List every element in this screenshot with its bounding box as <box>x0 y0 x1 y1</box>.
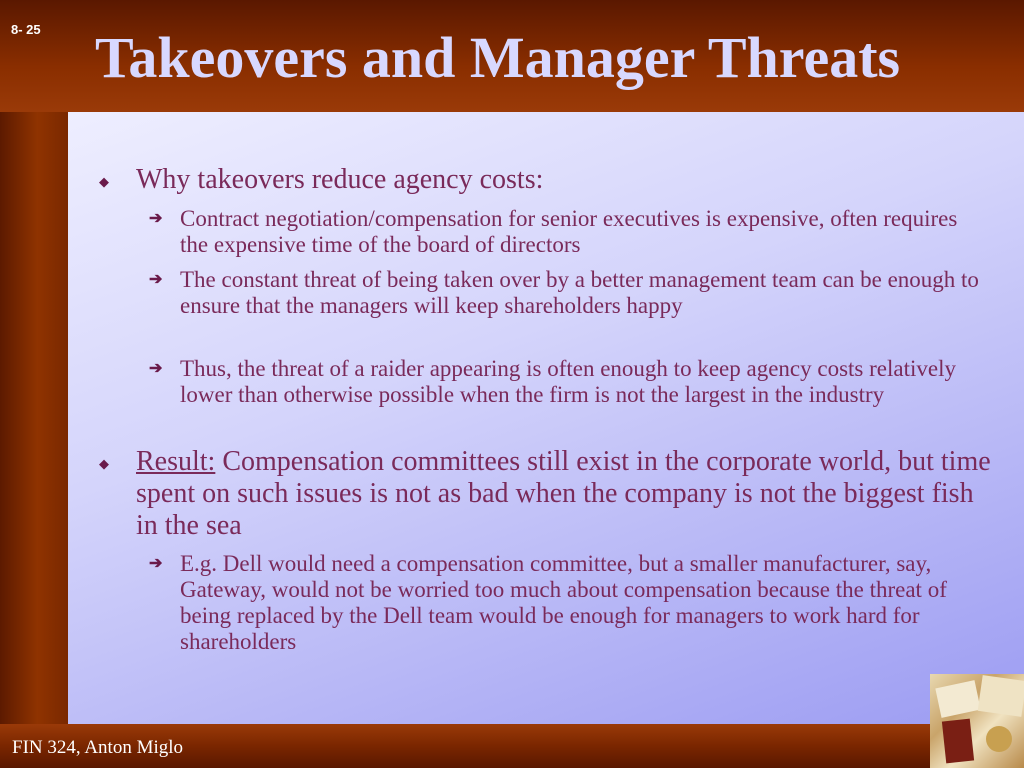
arrow-bullet-icon: ➔ <box>149 271 163 288</box>
arrow-bullet-icon: ➔ <box>149 360 163 377</box>
result-label: Result: <box>136 446 216 477</box>
sub-bullet-item <box>149 206 980 258</box>
documents-photo <box>930 674 1024 768</box>
bullet-text: Compensation committees still exist in the corporate world, but time spent on such issues is not as bad when the company is not the biggest fish in the sea <box>136 446 991 541</box>
bullet-item <box>99 446 996 542</box>
footer-text: FIN 324, Anton Miglo <box>12 737 184 758</box>
left-frame-strip <box>0 0 68 768</box>
content-panel <box>68 112 1024 724</box>
sub-bullet-text: The constant threat of being taken over by a better management team can be enough to ensure that the managers will keep shareholders happy <box>180 267 979 318</box>
bullet-text: Why takeovers reduce agency costs: <box>136 164 544 195</box>
slide-number: 8- 25 <box>11 22 41 37</box>
sub-bullet-item <box>149 551 980 655</box>
sub-bullet-text: E.g. Dell would need a compensation committee, but a smaller manufacturer, say, Gateway, would not be worried too much about compensation because the threat of being replaced by the Dell team would be enough for managers to work hard for shareholders <box>180 551 947 654</box>
diamond-bullet-icon: ◆ <box>99 174 109 189</box>
sub-bullet-text: Thus, the threat of a raider appearing is often enough to keep agency costs relatively lower than otherwise possible when the firm is not the largest in the industry <box>180 356 956 407</box>
arrow-bullet-icon: ➔ <box>149 210 163 227</box>
sub-bullet-item <box>149 267 980 319</box>
sub-bullet-item <box>149 356 980 408</box>
arrow-bullet-icon: ➔ <box>149 555 163 572</box>
sub-bullet-text: Contract negotiation/compensation for senior executives is expensive, often requires the expensive time of the board of directors <box>180 206 958 257</box>
slide-title: Takeovers and Manager Threats <box>95 25 901 90</box>
bullet-item <box>99 164 996 196</box>
diamond-bullet-icon: ◆ <box>99 456 109 471</box>
